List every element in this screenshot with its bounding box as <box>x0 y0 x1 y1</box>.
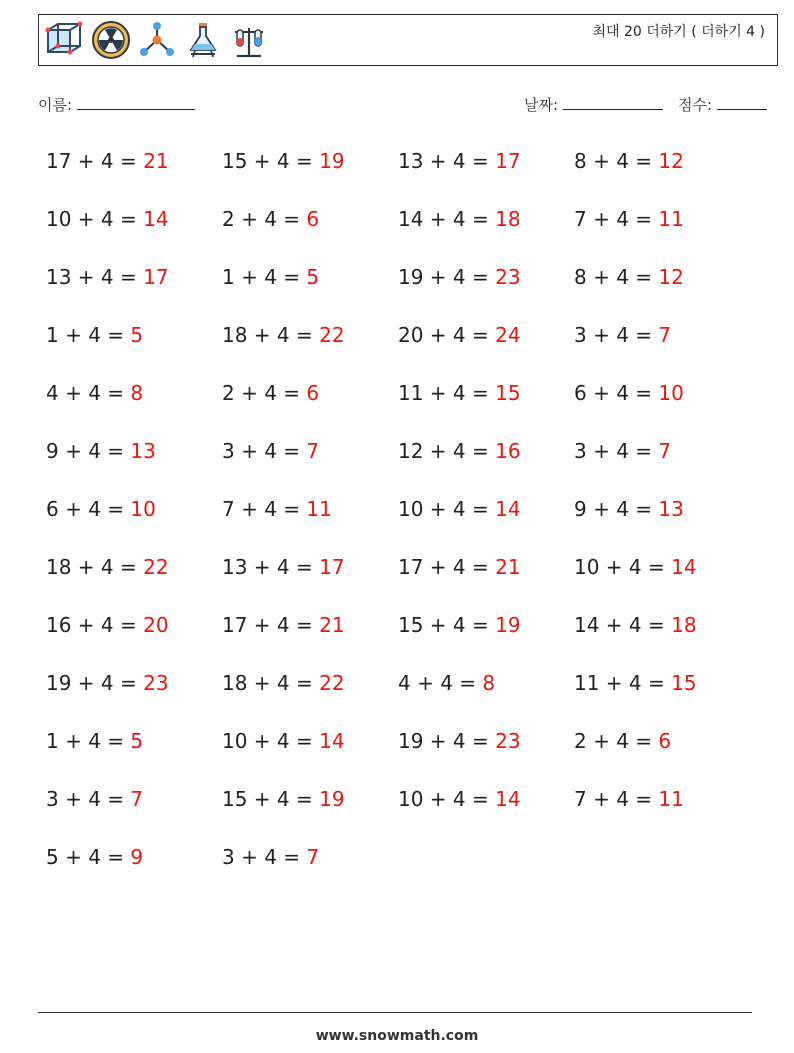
problem-question: 10 + 4 = <box>222 729 313 753</box>
problem-item <box>398 783 574 841</box>
score-blank[interactable] <box>717 95 767 110</box>
problem-question: 13 + 4 = <box>398 149 489 173</box>
problem-item <box>574 725 750 783</box>
problem-answer: 17 <box>319 555 345 579</box>
problem-item <box>46 725 222 783</box>
problem-question: 1 + 4 = <box>46 323 125 347</box>
problem-item <box>574 435 750 493</box>
problem-answer: 7 <box>658 323 672 347</box>
problem-question: 3 + 4 = <box>222 845 301 869</box>
problem-answer: 21 <box>495 555 521 579</box>
problem-question: 10 + 4 = <box>574 555 665 579</box>
header-icons <box>45 20 269 60</box>
problem-question: 10 + 4 = <box>46 207 137 231</box>
problem-item <box>46 203 222 261</box>
problem-item <box>222 203 398 261</box>
problem-item <box>398 435 574 493</box>
problem-item <box>574 145 750 203</box>
worksheet-title: 최대 20 더하기 ( 더하기 4 ) <box>592 24 765 40</box>
problem-item <box>222 841 398 899</box>
problem-item <box>398 493 574 551</box>
problem-question: 13 + 4 = <box>222 555 313 579</box>
problem-question: 2 + 4 = <box>222 207 301 231</box>
problem-answer: 7 <box>306 439 320 463</box>
problem-item <box>222 667 398 725</box>
problem-item <box>574 377 750 435</box>
problem-item <box>222 319 398 377</box>
problem-answer: 9 <box>130 845 144 869</box>
problem-question: 11 + 4 = <box>398 381 489 405</box>
problem-answer: 15 <box>495 381 521 405</box>
problem-item <box>574 261 750 319</box>
problem-question: 16 + 4 = <box>46 613 137 637</box>
problem-answer: 13 <box>658 497 684 521</box>
problem-item <box>398 203 574 261</box>
problem-question: 20 + 4 = <box>398 323 489 347</box>
problem-question: 4 + 4 = <box>46 381 125 405</box>
problem-item <box>574 551 750 609</box>
problem-question: 12 + 4 = <box>398 439 489 463</box>
problem-item <box>46 551 222 609</box>
problem-item <box>574 319 750 377</box>
problem-item <box>46 319 222 377</box>
problem-answer: 13 <box>130 439 156 463</box>
problem-answer: 24 <box>495 323 521 347</box>
problem-item <box>222 261 398 319</box>
score-field[interactable] <box>678 94 767 115</box>
problem-item <box>222 377 398 435</box>
problem-answer: 10 <box>130 497 156 521</box>
problem-question: 13 + 4 = <box>46 265 137 289</box>
problem-item <box>46 377 222 435</box>
problem-item <box>574 783 750 841</box>
problem-item <box>222 783 398 841</box>
problem-answer: 7 <box>658 439 672 463</box>
problem-answer: 7 <box>306 845 320 869</box>
problem-item <box>46 609 222 667</box>
problem-item <box>574 609 750 667</box>
date-blank[interactable] <box>563 95 663 110</box>
problem-answer: 22 <box>319 323 345 347</box>
problem-grid <box>46 145 756 899</box>
problem-item <box>222 145 398 203</box>
problem-question: 3 + 4 = <box>46 787 125 811</box>
problem-item <box>222 493 398 551</box>
problem-answer: 19 <box>495 613 521 637</box>
problem-answer: 12 <box>658 265 684 289</box>
name-field[interactable] <box>38 94 195 115</box>
problem-answer: 21 <box>319 613 345 637</box>
problem-item <box>398 667 574 725</box>
molecule-icon <box>137 20 177 60</box>
problem-question: 2 + 4 = <box>222 381 301 405</box>
problem-item <box>398 551 574 609</box>
problem-question: 9 + 4 = <box>46 439 125 463</box>
problem-answer: 14 <box>671 555 697 579</box>
problem-answer: 5 <box>130 729 144 753</box>
problem-question: 7 + 4 = <box>574 207 653 231</box>
problem-item <box>222 725 398 783</box>
problem-question: 14 + 4 = <box>398 207 489 231</box>
problem-item <box>574 203 750 261</box>
problem-item <box>574 493 750 551</box>
problem-item <box>574 667 750 725</box>
problem-answer: 16 <box>495 439 521 463</box>
problem-answer: 23 <box>495 265 521 289</box>
problem-question: 19 + 4 = <box>398 265 489 289</box>
problem-answer: 17 <box>143 265 169 289</box>
problem-item <box>46 493 222 551</box>
problem-answer: 19 <box>319 149 345 173</box>
problem-answer: 22 <box>319 671 345 695</box>
problem-answer: 8 <box>130 381 144 405</box>
name-blank[interactable] <box>77 95 195 110</box>
problem-question: 18 + 4 = <box>222 671 313 695</box>
problem-question: 19 + 4 = <box>398 729 489 753</box>
problem-question: 8 + 4 = <box>574 149 653 173</box>
problem-answer: 18 <box>495 207 521 231</box>
problem-question: 17 + 4 = <box>46 149 137 173</box>
problem-answer: 7 <box>130 787 144 811</box>
problem-item <box>46 841 222 899</box>
score-label: 점수: <box>678 96 713 114</box>
problem-question: 2 + 4 = <box>574 729 653 753</box>
problem-question: 18 + 4 = <box>222 323 313 347</box>
problem-answer: 6 <box>658 729 672 753</box>
radiation-icon <box>91 20 131 60</box>
name-label: 이름: <box>38 96 73 114</box>
problem-question: 15 + 4 = <box>222 787 313 811</box>
problem-item <box>222 551 398 609</box>
problem-question: 11 + 4 = <box>574 671 665 695</box>
problem-question: 7 + 4 = <box>574 787 653 811</box>
problem-question: 14 + 4 = <box>574 613 665 637</box>
problem-question: 10 + 4 = <box>398 497 489 521</box>
problem-question: 15 + 4 = <box>398 613 489 637</box>
problem-answer: 22 <box>143 555 169 579</box>
problem-item <box>46 261 222 319</box>
problem-answer: 11 <box>658 787 684 811</box>
problem-question: 1 + 4 = <box>46 729 125 753</box>
problem-question: 6 + 4 = <box>574 381 653 405</box>
problem-answer: 15 <box>671 671 697 695</box>
problem-answer: 18 <box>671 613 697 637</box>
problem-item <box>46 435 222 493</box>
problem-item <box>398 145 574 203</box>
problem-answer: 19 <box>319 787 345 811</box>
problem-item <box>222 435 398 493</box>
problem-answer: 5 <box>306 265 320 289</box>
problem-question: 3 + 4 = <box>222 439 301 463</box>
date-field[interactable] <box>524 94 663 115</box>
problem-answer: 23 <box>495 729 521 753</box>
problem-question: 6 + 4 = <box>46 497 125 521</box>
problem-question: 3 + 4 = <box>574 323 653 347</box>
problem-question: 8 + 4 = <box>574 265 653 289</box>
problem-question: 4 + 4 = <box>398 671 477 695</box>
problem-answer: 14 <box>495 787 521 811</box>
problem-item <box>398 725 574 783</box>
problem-answer: 8 <box>482 671 496 695</box>
problem-question: 15 + 4 = <box>222 149 313 173</box>
problem-answer: 23 <box>143 671 169 695</box>
problem-answer: 12 <box>658 149 684 173</box>
problem-question: 3 + 4 = <box>574 439 653 463</box>
problem-answer: 20 <box>143 613 169 637</box>
problem-answer: 6 <box>306 381 320 405</box>
problem-answer: 10 <box>658 381 684 405</box>
problem-answer: 21 <box>143 149 169 173</box>
problem-question: 17 + 4 = <box>222 613 313 637</box>
worksheet-header <box>38 14 778 66</box>
problem-question: 9 + 4 = <box>574 497 653 521</box>
problem-answer: 11 <box>658 207 684 231</box>
problem-question: 10 + 4 = <box>398 787 489 811</box>
flask-icon <box>183 20 223 60</box>
problem-answer: 17 <box>495 149 521 173</box>
problem-answer: 5 <box>130 323 144 347</box>
problem-answer: 14 <box>319 729 345 753</box>
problem-item <box>46 145 222 203</box>
problem-question: 18 + 4 = <box>46 555 137 579</box>
date-label: 날짜: <box>524 96 559 114</box>
problem-question: 17 + 4 = <box>398 555 489 579</box>
cube-icon <box>45 20 85 60</box>
problem-item <box>46 783 222 841</box>
problem-answer: 14 <box>143 207 169 231</box>
problem-question: 1 + 4 = <box>222 265 301 289</box>
problem-item <box>222 609 398 667</box>
footer-divider <box>38 1012 752 1013</box>
problem-item <box>46 667 222 725</box>
problem-question: 5 + 4 = <box>46 845 125 869</box>
problem-item <box>398 609 574 667</box>
problem-answer: 6 <box>306 207 320 231</box>
problem-question: 19 + 4 = <box>46 671 137 695</box>
test-tubes-icon <box>229 20 269 60</box>
problem-question: 7 + 4 = <box>222 497 301 521</box>
problem-item <box>398 377 574 435</box>
footer-site: www.snowmath.com <box>315 1028 479 1044</box>
problem-answer: 14 <box>495 497 521 521</box>
problem-item <box>398 319 574 377</box>
problem-item <box>398 261 574 319</box>
problem-answer: 11 <box>306 497 332 521</box>
